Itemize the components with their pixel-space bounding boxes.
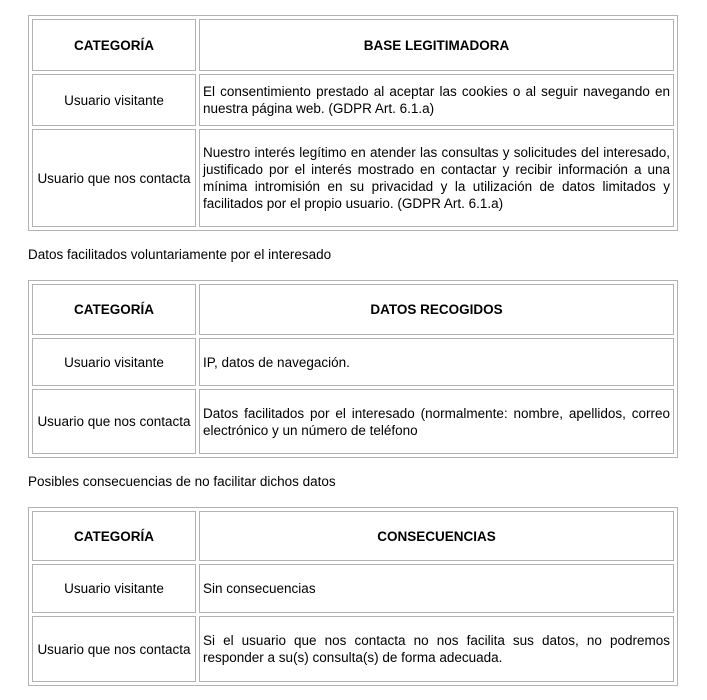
detalle-cell: Si el usuario que nos contacta no nos facilita sus datos, no podremos responder a su(s) consulta(s) de forma adecuada.: [199, 616, 674, 682]
categoria-cell: Usuario que nos contacta: [32, 129, 196, 227]
section-intro-datos-facilitados: Datos facilitados voluntariamente por el interesado: [28, 247, 332, 262]
column-header-consecuencias: CONSECUENCIAS: [199, 511, 674, 561]
detalle-cell: El consentimiento prestado al aceptar las cookies o al seguir navegando en nuestra página web. (GDPR Art. 6.1.a): [199, 74, 674, 126]
categoria-cell: Usuario que nos contacta: [32, 616, 196, 682]
categoria-cell: Usuario visitante: [32, 74, 196, 126]
table-header-row: [32, 19, 674, 71]
detalle-cell: Nuestro interés legítimo en atender las consultas y solicitudes del interesado, justificado por el interés mostrado en contactar y recibir información a una mínima intromisión en su privacidad y la utilización de datos limitados y facilitados por el propio usuario. (GDPR Art. 6.1.a): [199, 129, 674, 227]
table-header-row: [32, 511, 674, 561]
table-row: [32, 616, 674, 682]
column-header-categoria: CATEGORÍA: [32, 511, 196, 561]
datos-recogidos-table: [28, 280, 678, 458]
consecuencias-table: [28, 507, 678, 686]
detalle-cell: Sin consecuencias: [199, 564, 674, 613]
column-header-datos-recogidos: DATOS RECOGIDOS: [199, 284, 674, 335]
table-header-row: [32, 284, 674, 335]
categoria-cell: Usuario visitante: [32, 564, 196, 613]
section-intro-posibles-consecuencias: Posibles consecuencias de no facilitar dichos datos: [28, 474, 336, 489]
base-legitimadora-table: [28, 15, 678, 231]
detalle-cell: Datos facilitados por el interesado (normalmente: nombre, apellidos, correo electrónico y un número de teléfono: [199, 389, 674, 454]
categoria-cell: Usuario visitante: [32, 338, 196, 386]
table-row: [32, 389, 674, 454]
categoria-cell: Usuario que nos contacta: [32, 389, 196, 454]
table-row: [32, 338, 674, 386]
column-header-categoria: CATEGORÍA: [32, 284, 196, 335]
detalle-cell: IP, datos de navegación.: [199, 338, 674, 386]
table-row: [32, 564, 674, 613]
table-row: [32, 129, 674, 227]
column-header-categoria: CATEGORÍA: [32, 19, 196, 71]
table-row: [32, 74, 674, 126]
column-header-base-legitimadora: BASE LEGITIMADORA: [199, 19, 674, 71]
